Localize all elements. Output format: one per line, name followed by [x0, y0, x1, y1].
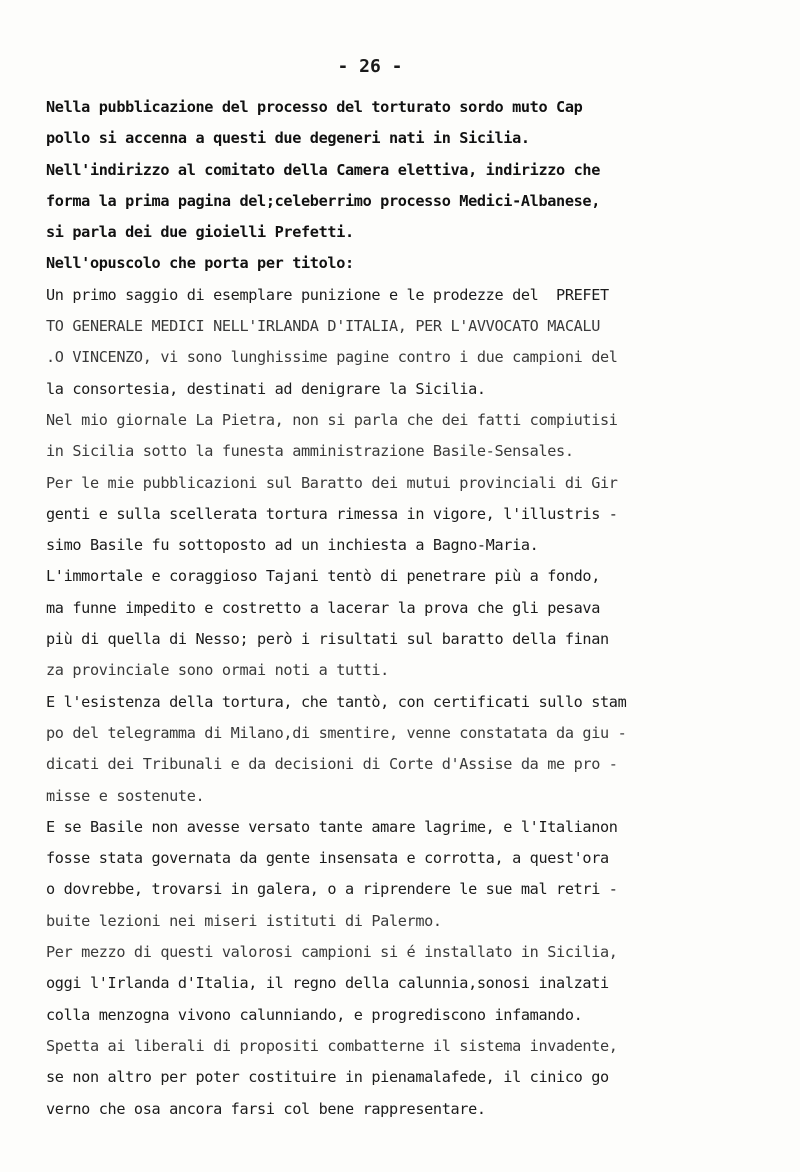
- text-line: Per mezzo di questi valorosi campioni si é installato in Sicilia,: [46, 943, 618, 962]
- text-line: Nell'indirizzo al comitato della Camera elettiva, indirizzo che: [46, 160, 601, 179]
- text-line: simo Basile fu sottoposto ad un inchiesta a Bagno-Maria.: [46, 536, 539, 555]
- text-line: Nell'opuscolo che porta per titolo:: [46, 254, 354, 273]
- text-line: più di quella di Nesso; però i risultati sul baratto della finan: [46, 630, 609, 649]
- text-line: genti e sulla scellerata tortura rimessa in vigore, l'illustris -: [46, 504, 618, 523]
- text-line: colla menzogna vivono calunniando, e progrediscono infamando.: [46, 1005, 583, 1024]
- text-line: .O VINCENZO, vi sono lunghissime pagine contro i due campioni del: [46, 348, 618, 367]
- text-line: la consortesia, destinati ad denigrare la Sicilia.: [46, 379, 486, 398]
- text-line: Per le mie pubblicazioni sul Baratto dei mutui provinciali di Gir: [46, 473, 618, 492]
- document-body: [46, 92, 766, 1125]
- text-line: Nella pubblicazione del processo del torturato sordo muto Cap: [46, 98, 583, 116]
- text-line: oggi l'Irlanda d'Italia, il regno della calunnia,sonosi inalzati: [46, 974, 609, 993]
- text-line: o dovrebbe, trovarsi in galera, o a riprendere le sue mal retri -: [46, 880, 618, 899]
- text-line: verno che osa ancora farsi col bene rappresentare.: [46, 1099, 486, 1118]
- text-line: Un primo saggio di esemplare punizione e le prodezze del PREFET: [46, 285, 609, 304]
- text-line: ma funne impedito e costretto a lacerar la prova che gli pesava: [46, 598, 601, 617]
- text-line: Nel mio giornale La Pietra, non si parla che dei fatti compiutisi: [46, 410, 618, 429]
- page-number: - 26 -: [337, 56, 403, 77]
- text-line: se non altro per poter costituire in pienamalafede, il cinico go: [46, 1068, 609, 1087]
- text-line: dicati dei Tribunali e da decisioni di Corte d'Assise da me pro -: [46, 755, 618, 774]
- text-line: TO GENERALE MEDICI NELL'IRLANDA D'ITALIA, PER L'AVVOCATO MACALU: [46, 317, 601, 336]
- text-line: si parla dei due gioielli Prefetti.: [46, 223, 354, 242]
- text-line: E se Basile non avesse versato tante amare lagrime, e l'Italianon: [46, 817, 618, 836]
- text-line: L'immortale e coraggioso Tajani tentò di penetrare più a fondo,: [46, 567, 601, 586]
- text-line: misse e sostenute.: [46, 786, 205, 805]
- text-line: po del telegramma di Milano,di smentire, venne constatata da giu -: [46, 723, 627, 742]
- text-line: forma la prima pagina del;celeberrimo processo Medici-Albanese,: [46, 191, 601, 210]
- text-line: Spetta ai liberali di propositi combatterne il sistema invadente,: [46, 1036, 618, 1055]
- text-line: za provinciale sono ormai noti a tutti.: [46, 661, 389, 680]
- text-line: buite lezioni nei miseri istituti di Palermo.: [46, 911, 442, 930]
- text-line: E l'esistenza della tortura, che tantò, con certificati sullo stam: [46, 692, 627, 711]
- text-line: in Sicilia sotto la funesta amministrazione Basile-Sensales.: [46, 442, 574, 461]
- text-line: pollo si accenna a questi due degeneri nati in Sicilia.: [46, 129, 530, 148]
- text-line: fosse stata governata da gente insensata e corrotta, a quest'ora: [46, 849, 609, 868]
